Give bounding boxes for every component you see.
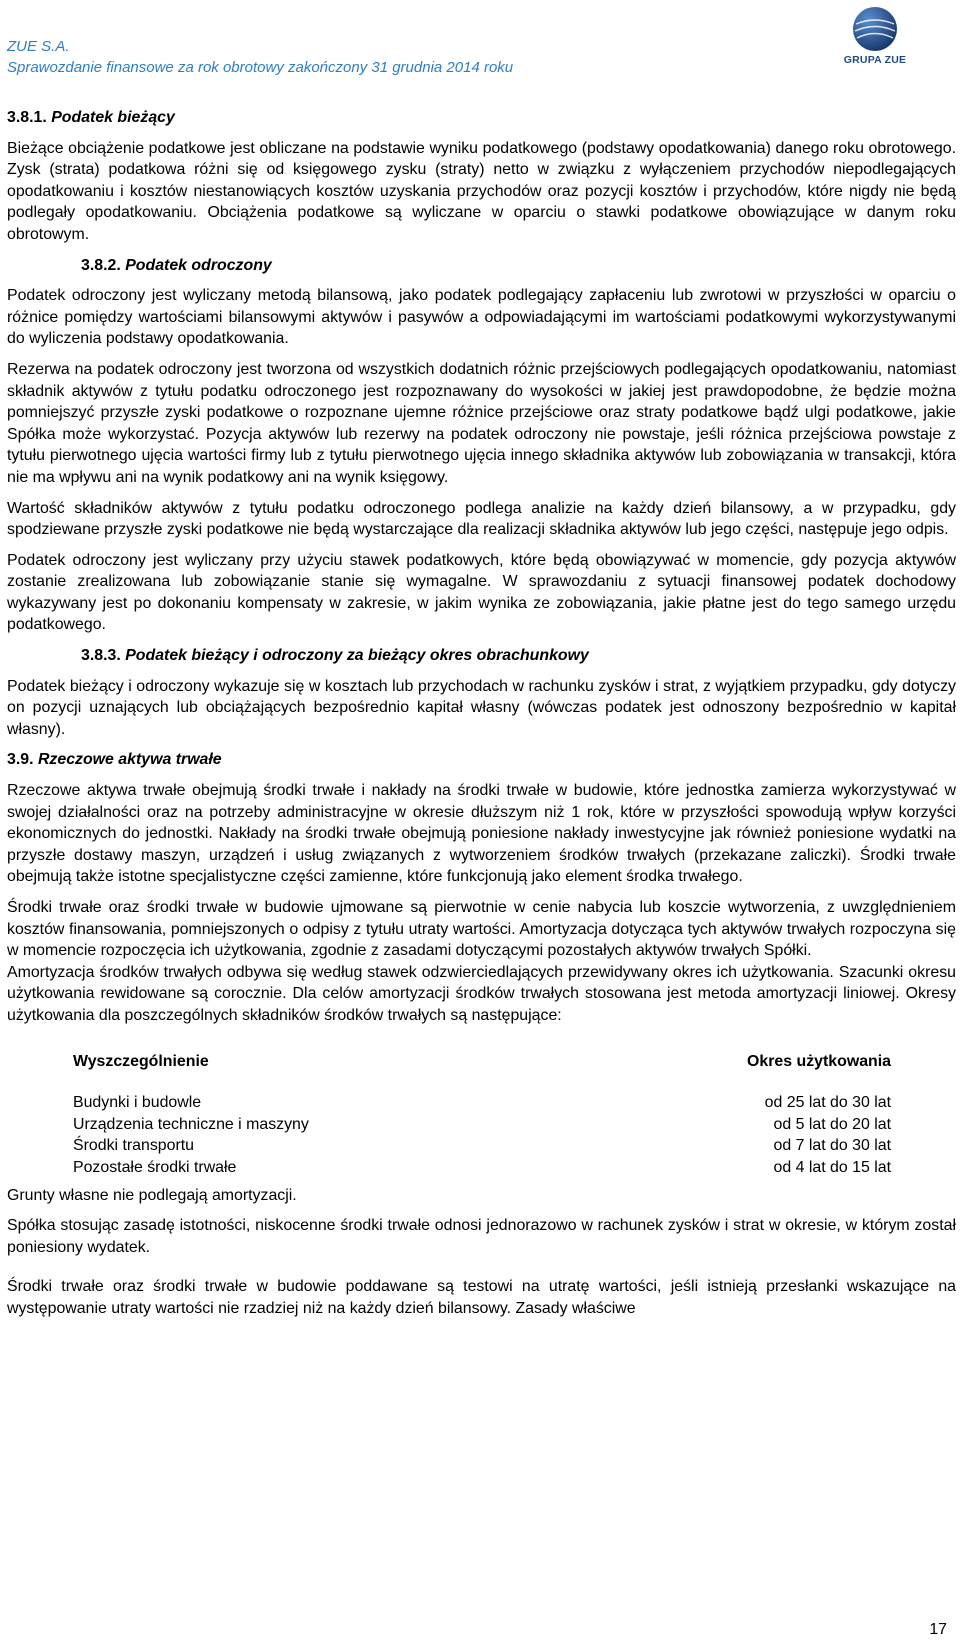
table-row	[73, 1157, 891, 1179]
table-cell-item: Środki transportu	[73, 1137, 195, 1155]
section-heading-3-8-2: 3.8.2. Podatek odroczony	[81, 256, 272, 274]
logo-text: GRUPA ZUE	[843, 54, 907, 66]
paragraph: Środki trwałe oraz środki trwałe w budowie poddawane są testowi na utratę wartości, jeśli istnieją przesłanki wskazujące na występowanie utraty wartości nie rzadziej niż na każdy dzień bilansowy. Zasady właściwe	[7, 1278, 956, 1317]
table-cell-period: od 25 lat do 30 lat	[764, 1094, 891, 1112]
table-cell-period: od 4 lat do 15 lat	[773, 1158, 891, 1176]
document-body	[7, 107, 956, 1329]
paragraph: Rzeczowe aktywa trwałe obejmują środki trwałe i nakłady na środki trwałe w budowie, które jednostka zamierza wykorzystywać w swojej działalności oraz na potrzeby administracyjne w okresie dłuższym niż 1 rok, które w przyszłości spowodują wpływ korzyści ekonomicznych do jednostki. Nakłady na środki trwałe obejmują poniesione nakłady inwestycyjne jak również poniesione wydatki na przyszłe dostawy maszyn, urządzeń i usług związanych z wytworzeniem środków trwałych (przekazane zaliczki). Środki trwałe obejmują także istotne specjalistyczne części zamienne, które funkcjonują jako element środka trwałego.	[7, 782, 956, 886]
paragraph: Rezerwa na podatek odroczony jest tworzona od wszystkich dodatnich różnic przejściowych podlegających opodatkowaniu, natomiast składnik aktywów z tytułu podatku odroczonego jest rozpoznawany do wysokości w jakiej jest prawdopodobne, że będzie można pomniejszyć przyszłe zyski podatkowe o rozpoznane ujemne różnice przejściowe oraz straty podatkowe bądź ulgi podatkowe, jakie Spółka może wykorzystać. Pozycja aktywów lub rezerwy na podatek odroczony nie powstaje, jeśli różnica przejściowa powstaje z tytułu pierwotnego ujęcia wartości firmy lub z tytułu pierwotnego ujęcia innego składnika aktywów lub zobowiązania w transakcji, która nie ma wpływu ani na wynik podatkowy ani na wynik księgowy.	[7, 360, 956, 486]
table-row	[73, 1092, 891, 1114]
table-cell-item: Pozostałe środki trwałe	[73, 1158, 237, 1176]
table-cell-item: Budynki i budowle	[73, 1094, 202, 1112]
globe-icon	[852, 6, 898, 52]
table-cell-item: Urządzenia techniczne i maszyny	[73, 1115, 309, 1133]
table-cell-period: od 7 lat do 30 lat	[773, 1137, 891, 1155]
table-header-period: Okres użytkowania	[747, 1052, 891, 1070]
grupa-zue-logo	[840, 6, 910, 86]
page-number: 17	[929, 1621, 947, 1638]
paragraph: Amortyzacja środków trwałych odbywa się według stawek odzwierciedlających przewidywany okres ich użytkowania. Szacunki okresu użytkowania rewidowane są corocznie. Dla celów amortyzacji środków trwałych stosowana jest metoda amortyzacji liniowej. Okresy użytkowania dla poszczególnych składników środków trwałych są następujące:	[7, 963, 956, 1024]
table-cell-period: od 5 lat do 20 lat	[773, 1115, 891, 1133]
paragraph: Podatek bieżący i odroczony wykazuje się w kosztach lub przychodach w rachunku zysków i strat, z wyjątkiem przypadku, gdy dotyczy on pozycji uznających lub obciążających bezpośrednio kapitał własny (wówczas podatek jest odnoszony bezpośrednio w kapitał własny).	[7, 677, 956, 738]
table-row	[73, 1114, 891, 1136]
paragraph: Grunty własne nie podlegają amortyzacji.	[7, 1186, 297, 1204]
table-header-item: Wyszczególnienie	[73, 1052, 209, 1070]
paragraph: Wartość składników aktywów z tytułu podatku odroczonego podlega analizie na każdy dzień bilansowy, a w przypadku, gdy spodziewane przyszłe zyski podatkowe nie będą wystarczające dla realizacji składnika aktywów lub jego części, następuje jego odpis.	[7, 499, 956, 539]
section-heading-3-8-1: 3.8.1. Podatek bieżący	[7, 109, 175, 126]
company-name: ZUE S.A.	[7, 38, 70, 55]
useful-life-table	[73, 1051, 891, 1179]
paragraph: Bieżące obciążenie podatkowe jest obliczane na podstawie wyniku podatkowego (podstawy opodatkowania) danego roku obrotowego. Zysk (strata) podatkowa różni się od księgowego zysku (straty) netto w związku z wyłączeniem przychodów niepodlegających opodatkowaniu i kosztów niestanowiących kosztów uzyskania przychodów oraz pozycji kosztów i przychodów, które nigdy nie będą podlegały opodatkowaniu. Obciążenia podatkowe są wyliczane w oparciu o stawki podatkowe obowiązujące w danym roku obrotowym.	[7, 139, 956, 243]
paragraph: Środki trwałe oraz środki trwałe w budowie ujmowane są pierwotnie w cenie nabycia lub koszcie wytworzenia, z uwzględnieniem kosztów finansowania, pomniejszonych o odpisy z tytułu utraty wartości. Amortyzacja dotycząca tych aktywów trwałych rozpoczyna się w momencie rozpoczęcia ich użytkowania, zgodnie z zasadami dotyczącymi pozostałych aktywów trwałych Spółki.	[7, 899, 956, 960]
page-header	[7, 38, 947, 84]
paragraph: Podatek odroczony jest wyliczany przy użyciu stawek podatkowych, które będą obowiązywać w momencie, gdy pozycja aktywów zostanie zrealizowana lub zobowiązanie stanie się wymagalne. W sprawozdaniu z sytuacji finansowej podatek dochodowy wykazywany jest po dokonaniu kompensaty w zakresie, w jakim wynika ze zobowiązania, jakie płatne jest do tego samego urzędu podatkowego.	[7, 551, 956, 634]
table-header-row	[73, 1051, 891, 1073]
paragraph: Podatek odroczony jest wyliczany metodą bilansową, jako podatek podlegający zapłaceniu lub zwrotowi w przyszłości w oparciu o różnice pomiędzy wartościami bilansowymi aktywów i pasywów a odpowiadającymi im wartościami podatkowymi wykorzystywanymi do wyliczenia podstawy opodatkowania.	[7, 287, 956, 348]
section-heading-3-9: 3.9. Rzeczowe aktywa trwałe	[7, 751, 222, 769]
report-subtitle: Sprawozdanie finansowe za rok obrotowy zakończony 31 grudnia 2014 roku	[7, 59, 514, 76]
section-heading-3-8-3: 3.8.3. Podatek bieżący i odroczony za bieżący okres obrachunkowy	[81, 647, 589, 665]
table-row	[73, 1135, 891, 1157]
paragraph: Spółka stosując zasadę istotności, niskocenne środki trwałe odnosi jednorazowo w rachunek zysków i strat w okresie, w którym został poniesiony wydatek.	[7, 1217, 956, 1256]
